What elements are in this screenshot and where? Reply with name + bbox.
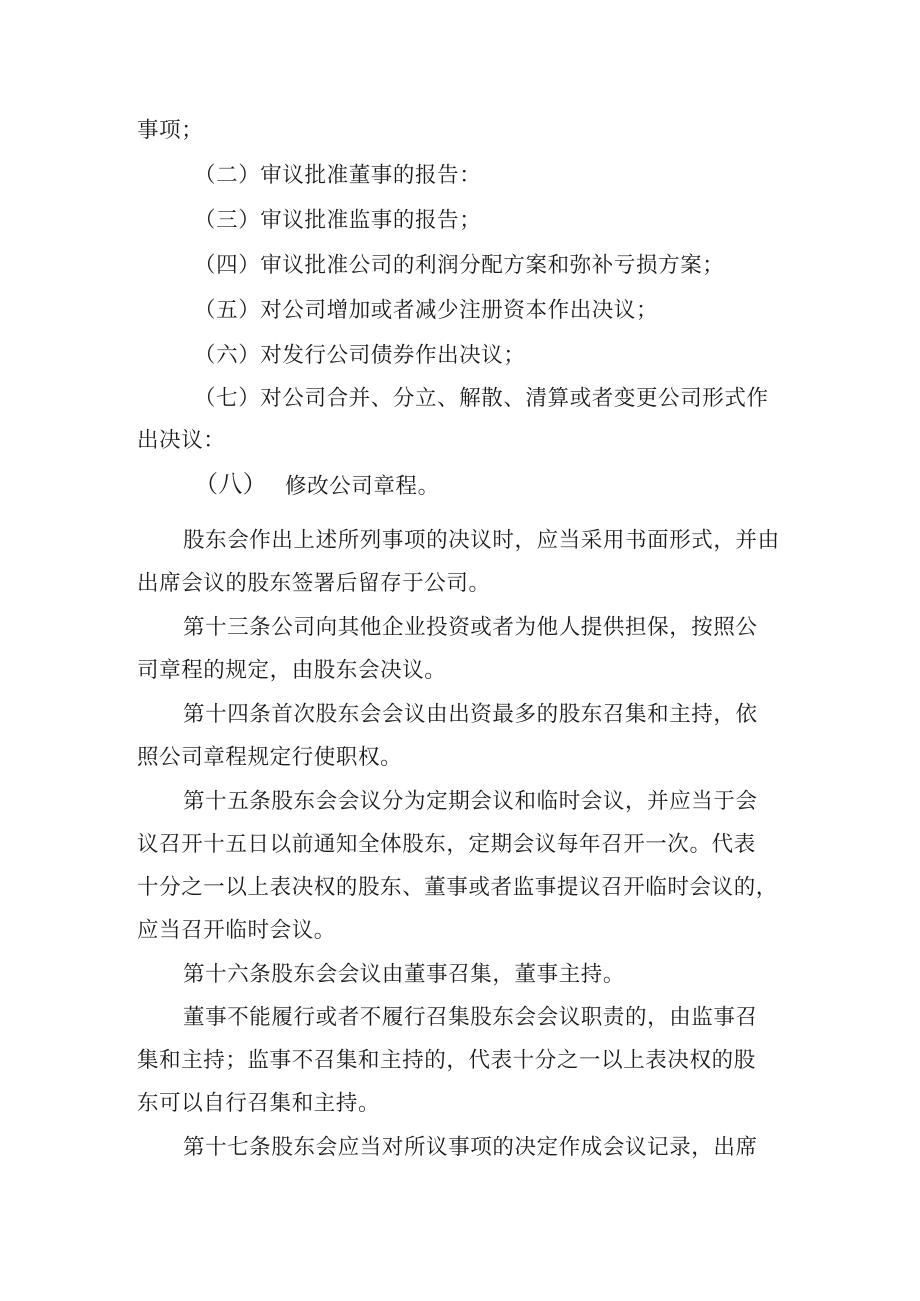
text-line: 股东会作出上述所列事项的决议时，应当采用书面形式，并由 — [183, 528, 780, 553]
item-marker: （八） — [194, 470, 268, 498]
text-line: （五）对公司增加或者减少注册资本作出决议； — [194, 298, 659, 323]
text-line: 第十四条首次股东会会议由出资最多的股东召集和主持，依 — [183, 702, 758, 727]
text-line: 事项； — [137, 118, 204, 143]
text-line: 第十七条股东会应当对所议事项的决定作成会议记录，出席 — [183, 1135, 758, 1160]
text-line: 出席会议的股东签署后留存于公司。 — [137, 571, 491, 596]
text-line: （六）对发行公司债券作出决议； — [194, 343, 526, 368]
text-line: 第十五条股东会会议分为定期会议和临时会议，并应当于会 — [183, 789, 758, 814]
text-line: 第十六条股东会会议由董事召集，董事主持。 — [183, 962, 626, 987]
text-line: （三）审议批准监事的报告； — [194, 208, 482, 233]
text-line: 应当召开临时会议。 — [137, 918, 336, 943]
text-line: 东可以自行召集和主持。 — [137, 1091, 381, 1116]
text-line: 董事不能履行或者不履行召集股东会会议职责的，由监事召 — [183, 1005, 758, 1030]
text-line: 照公司章程规定行使职权。 — [137, 745, 403, 770]
text-line: （四）审议批准公司的利润分配方案和弥补亏损方案； — [194, 253, 725, 278]
text-line: 司章程的规定，由股东会决议。 — [137, 658, 447, 683]
text-line: 集和主持；监事不召集和主持的，代表十分之一以上表决权的股 — [137, 1048, 756, 1073]
text-line: （二）审议批准董事的报告： — [194, 163, 482, 188]
text-line: 第十三条公司向其他企业投资或者为他人提供担保，按照公 — [183, 615, 758, 640]
text-line: 出决议： — [137, 428, 226, 453]
text-line: 议召开十五日以前通知全体股东，定期会议每年召开一次。代表 — [137, 832, 756, 857]
text-line: （七）对公司合并、分立、解散、清算或者变更公司形式作 — [194, 386, 769, 411]
text-line: 十分之一以上表决权的股东、董事或者监事提议召开临时会议的， — [137, 875, 778, 900]
text-line: 修改公司章程。 — [285, 474, 440, 499]
